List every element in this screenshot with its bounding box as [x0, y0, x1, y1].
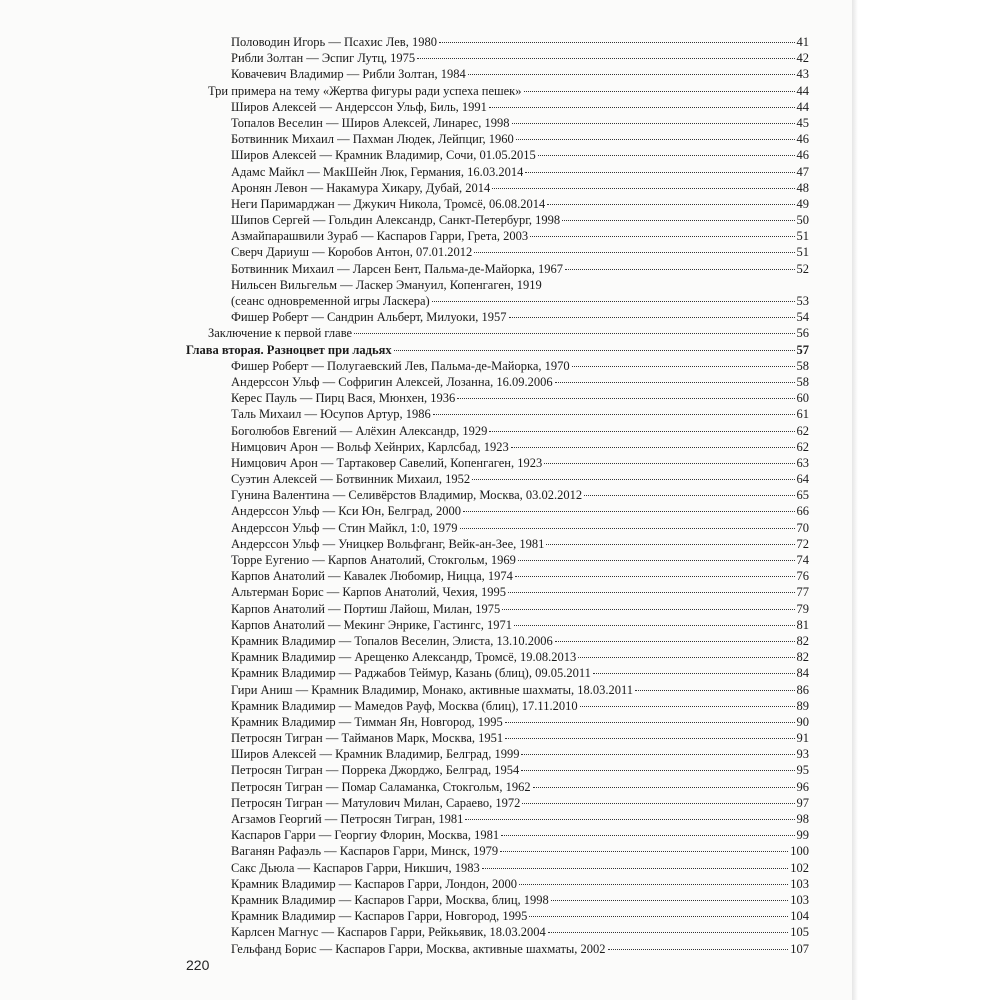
entry-page-number: 74	[796, 553, 809, 567]
dot-leader	[530, 236, 794, 237]
entry-page-number: 49	[796, 196, 809, 211]
dot-leader	[512, 123, 795, 124]
entry-title: Крамник Владимир — Каспаров Гарри, Новгород, 1995	[231, 909, 528, 924]
entry-title: Крамник Владимир — Каспаров Гарри, Москва, блиц, 1998	[231, 892, 549, 907]
entry-page-number: 98	[796, 812, 809, 826]
toc-entry	[186, 66, 809, 82]
entry-title: Нимцович Арон — Вольф Хейнрих, Карлсбад, 1923	[231, 439, 509, 454]
entry-page-number: 45	[796, 115, 809, 130]
entry-title: Фишер Роберт — Полугаевский Лев, Пальма-де-Майорка, 1970	[231, 358, 570, 373]
entry-page-number: 79	[796, 601, 809, 616]
dot-leader	[500, 851, 788, 852]
entry-title: Адамс Майкл — МакШейн Люк, Германия, 16.03.2014	[231, 164, 524, 179]
toc-entry	[186, 827, 809, 843]
toc-entry	[186, 730, 809, 746]
dot-leader	[465, 819, 794, 820]
entry-title: Андерссон Ульф — Стин Майкл, 1:0, 1979	[231, 520, 458, 535]
entry-title: Андерссон Ульф — Софригин Алексей, Лозанна, 16.09.2006	[231, 374, 553, 389]
entry-title: Рибли Золтан — Эспиг Лутц, 1975	[231, 51, 416, 66]
entry-title: Альтерман Борис — Карпов Анатолий, Чехия, 1995	[231, 585, 506, 600]
entry-title: Крамник Владимир — Раджабов Теймур, Казань (блиц), 09.05.2011	[231, 666, 591, 681]
toc-entry	[186, 390, 809, 406]
dot-leader	[472, 479, 794, 480]
entry-title: Крамник Владимир — Топалов Веселин, Элиста, 13.10.2006	[231, 633, 553, 648]
dot-leader	[572, 366, 795, 367]
dot-leader	[635, 690, 794, 691]
toc-entry	[186, 180, 809, 196]
toc-entry	[186, 244, 809, 260]
entry-page-number: 82	[796, 650, 809, 665]
dot-leader	[544, 463, 794, 464]
toc-entry	[186, 228, 809, 244]
entry-page-number: 90	[796, 714, 809, 729]
entry-page-number: 41	[796, 35, 809, 49]
toc-entry	[186, 779, 809, 795]
toc-entry	[186, 617, 809, 633]
entry-title: Крамник Владимир — Тимман Ян, Новгород, 1995	[231, 714, 503, 729]
entry-title: Суэтин Алексей — Ботвинник Михаил, 1952	[231, 472, 471, 487]
toc-entry	[186, 503, 809, 519]
toc-entry	[186, 665, 809, 681]
entry-page-number: 77	[796, 585, 809, 600]
entry-page-number: 46	[796, 148, 809, 163]
toc-entry	[186, 924, 809, 940]
entry-page-number: 62	[796, 423, 809, 438]
toc-entry	[186, 568, 809, 584]
entry-title: Топалов Веселин — Широв Алексей, Линарес, 1998	[231, 115, 510, 130]
entry-page-number: 66	[796, 504, 809, 519]
entry-title: Крамник Владимир — Мамедов Рауф, Москва (блиц), 17.11.2010	[231, 698, 578, 713]
dot-leader	[521, 754, 794, 755]
entry-page-number: 104	[790, 909, 809, 924]
toc-entry	[186, 795, 809, 811]
entry-title: Карлсен Магнус — Каспаров Гарри, Рейкьявик, 18.03.2004	[231, 925, 546, 940]
entry-title: Сакс Дьюла — Каспаров Гарри, Никшич, 1983	[231, 860, 480, 875]
entry-page-number: 89	[796, 698, 809, 713]
entry-page-number: 51	[796, 229, 809, 244]
toc-entry	[186, 601, 809, 617]
page-edge-shadow	[852, 0, 858, 1000]
entry-page-number: 56	[796, 326, 809, 341]
toc-entry	[186, 746, 809, 762]
entry-title: Заключение к первой главе	[208, 326, 353, 341]
dot-leader	[519, 884, 788, 885]
entry-page-number: 91	[796, 731, 809, 746]
entry-title: Агзамов Георгий — Петросян Тигран, 1981	[231, 812, 464, 826]
dot-leader	[417, 58, 794, 59]
entry-page-number: 84	[796, 666, 809, 681]
dot-leader	[482, 868, 789, 869]
entry-title: Ваганян Рафаэль — Каспаров Гарри, Минск, 1979	[231, 844, 499, 859]
dot-leader	[548, 932, 788, 933]
dot-leader	[524, 91, 795, 92]
dot-leader	[578, 657, 794, 658]
toc-entry	[186, 762, 809, 778]
dot-leader	[546, 544, 794, 545]
toc-entry	[186, 50, 809, 66]
entry-title: Азмайпарашвили Зураб — Каспаров Гарри, Грета, 2003	[231, 229, 529, 244]
entry-title: Андерссон Ульф — Уницкер Вольфганг, Вейк-ан-Зее, 1981	[231, 536, 545, 551]
toc-entry	[186, 309, 809, 325]
entry-title: Таль Михаил — Юсупов Артур, 1986	[231, 407, 431, 422]
toc-entry	[186, 423, 809, 439]
toc-entry	[186, 633, 809, 649]
dot-leader	[529, 916, 788, 917]
dot-leader	[521, 770, 794, 771]
dot-leader	[492, 188, 794, 189]
toc-entry	[186, 941, 809, 957]
toc-entry	[186, 908, 809, 924]
dot-leader	[525, 172, 794, 173]
dot-leader	[509, 317, 795, 318]
dot-leader	[489, 431, 794, 432]
entry-page-number: 46	[796, 132, 809, 147]
dot-leader	[468, 74, 795, 75]
toc-entry	[186, 649, 809, 665]
toc-entry	[186, 212, 809, 228]
entry-page-number: 62	[796, 439, 809, 454]
toc-entry	[186, 714, 809, 730]
toc-entry	[186, 455, 809, 471]
dot-leader	[580, 706, 795, 707]
entry-page-number: 105	[790, 925, 809, 940]
entry-title: Ковачевич Владимир — Рибли Золтан, 1984	[231, 67, 466, 82]
entry-title: Нимцович Арон — Тартаковер Савелий, Копенгаген, 1923	[231, 455, 543, 470]
entry-title: Гири Аниш — Крамник Владимир, Монако, активные шахматы, 18.03.2011	[231, 682, 634, 697]
entry-title: Крамник Владимир — Каспаров Гарри, Лондон, 2000	[231, 876, 517, 891]
dot-leader	[565, 269, 795, 270]
dot-leader	[502, 609, 794, 610]
entry-page-number: 107	[790, 941, 809, 956]
entry-title: Аронян Левон — Накамура Хикару, Дубай, 2014	[231, 180, 491, 195]
toc-entry	[186, 115, 809, 131]
entry-page-number: 42	[796, 51, 809, 66]
entry-page-number: 72	[796, 536, 809, 551]
dot-leader	[501, 835, 794, 836]
dot-leader	[533, 787, 795, 788]
dot-leader	[555, 382, 795, 383]
dot-leader	[505, 738, 794, 739]
toc-entry	[186, 843, 809, 859]
toc-entry	[186, 277, 809, 293]
dot-leader	[508, 592, 795, 593]
entry-page-number: 43	[796, 67, 809, 82]
dot-leader	[514, 625, 794, 626]
toc-entry	[186, 358, 809, 374]
entry-title: Широв Алексей — Крамник Владимир, Сочи, 01.05.2015	[231, 148, 536, 163]
dot-leader	[474, 252, 794, 253]
entry-title: Крамник Владимир — Арещенко Александр, Тромсё, 19.08.2013	[231, 650, 577, 665]
entry-page-number: 95	[796, 763, 809, 778]
dot-leader	[538, 155, 795, 156]
entry-title: Петросян Тигран — Помар Саламанка, Стокгольм, 1962	[231, 779, 531, 794]
toc-entry	[186, 892, 809, 908]
entry-page-number: 99	[796, 828, 809, 843]
entry-title: Петросян Тигран — Тайманов Марк, Москва, 1951	[231, 731, 504, 746]
entry-title: Карпов Анатолий — Мекинг Энрике, Гастингс, 1971	[231, 617, 513, 632]
entry-page-number: 61	[796, 407, 809, 422]
entry-title: Шипов Сергей — Гольдин Александр, Санкт-Петербург, 1998	[231, 213, 561, 228]
entry-page-number: 64	[796, 472, 809, 487]
entry-page-number: 76	[796, 569, 809, 584]
dot-leader	[584, 495, 794, 496]
entry-page-number: 100	[790, 844, 809, 859]
toc-entry	[186, 471, 809, 487]
entry-page-number: 81	[796, 617, 809, 632]
chapter-heading	[186, 342, 809, 358]
entry-title: Петросян Тигран — Поррека Джорджо, Белград, 1954	[231, 763, 520, 778]
entry-title: Широв Алексей — Крамник Владимир, Белград, 1999	[231, 747, 520, 762]
entry-title: Гельфанд Борис — Каспаров Гарри, Москва, активные шахматы, 2002	[231, 941, 606, 956]
entry-page-number: 65	[796, 488, 809, 503]
entry-title: Ботвинник Михаил — Ларсен Бент, Пальма-де-Майорка, 1967	[231, 261, 563, 276]
dot-leader	[522, 803, 794, 804]
entry-title: Карпов Анатолий — Кавалек Любомир, Ницца, 1974	[231, 569, 513, 584]
entry-title: Фишер Роберт — Сандрин Альберт, Милуоки, 1957	[231, 310, 507, 325]
dot-leader	[394, 350, 795, 351]
entry-title: Гунина Валентина — Селивёрстов Владимир, Москва, 03.02.2012	[231, 488, 583, 503]
toc-entry	[186, 406, 809, 422]
toc-entry	[186, 698, 809, 714]
dot-leader	[354, 333, 794, 334]
dot-leader	[516, 139, 795, 140]
entry-page-number: 86	[796, 682, 809, 697]
toc-entry	[186, 536, 809, 552]
entry-page-number: 93	[796, 747, 809, 762]
toc-entry	[186, 860, 809, 876]
entry-page-number: 51	[796, 245, 809, 260]
entry-title: Петросян Тигран — Матулович Милан, Сараево, 1972	[231, 795, 521, 810]
dot-leader	[463, 511, 795, 512]
entry-title: Ботвинник Михаил — Пахман Людек, Лейпциг, 1960	[231, 132, 514, 147]
entry-title: (сеанс одновременной игры Ласкера)	[231, 294, 430, 308]
entry-title: Нильсен Вильгельм — Ласкер Эмануил, Копенгаген, 1919	[231, 277, 542, 292]
toc-entry	[186, 374, 809, 390]
entry-page-number: 102	[790, 860, 809, 875]
toc-entry	[186, 487, 809, 503]
dot-leader	[547, 204, 794, 205]
entry-page-number: 44	[796, 83, 809, 98]
dot-leader	[608, 949, 789, 950]
entry-page-number: 58	[796, 374, 809, 389]
entry-title: Торре Еугенио — Карпов Анатолий, Стокгольм, 1969	[231, 553, 516, 567]
toc-entry	[186, 520, 809, 536]
toc-entry	[186, 439, 809, 455]
page-number: 220	[186, 957, 210, 973]
dot-leader	[432, 301, 795, 302]
entry-page-number: 54	[796, 310, 809, 325]
toc-entry	[186, 131, 809, 147]
toc-entry	[186, 811, 809, 827]
toc-entry	[186, 552, 809, 568]
entry-page-number: 96	[796, 779, 809, 794]
dot-leader	[551, 900, 788, 901]
dot-leader	[433, 414, 795, 415]
entry-page-number: 52	[796, 261, 809, 276]
table-of-contents	[186, 34, 809, 957]
entry-title: Глава вторая. Разноцвет при ладьях	[186, 342, 392, 357]
entry-title: Сверч Дариуш — Коробов Антон, 07.01.2012	[231, 245, 473, 260]
dot-leader	[460, 528, 795, 529]
dot-leader	[457, 398, 794, 399]
dot-leader	[511, 447, 795, 448]
dot-leader	[515, 576, 795, 577]
dot-leader	[593, 673, 795, 674]
entry-page-number: 50	[796, 213, 809, 228]
entry-page-number: 47	[796, 164, 809, 179]
entry-title: Широв Алексей — Андерссон Ульф, Биль, 1991	[231, 99, 487, 114]
entry-page-number: 44	[796, 99, 809, 114]
toc-entry	[186, 34, 809, 50]
entry-page-number: 63	[796, 455, 809, 470]
section-entry	[186, 325, 809, 341]
toc-entry	[186, 147, 809, 163]
dot-leader	[555, 641, 795, 642]
entry-page-number: 48	[796, 180, 809, 195]
entry-page-number: 60	[796, 391, 809, 406]
toc-entry	[186, 584, 809, 600]
entry-title: Андерссон Ульф — Кси Юн, Белград, 2000	[231, 504, 461, 519]
entry-page-number: 58	[796, 358, 809, 373]
dot-leader	[562, 220, 794, 221]
toc-entry	[186, 876, 809, 892]
entry-title: Три примера на тему «Жертва фигуры ради успеха пешек»	[208, 83, 522, 98]
entry-title: Боголюбов Евгений — Алёхин Александр, 1929	[231, 423, 488, 438]
entry-title: Керес Пауль — Пирц Вася, Мюнхен, 1936	[231, 391, 456, 406]
toc-entry	[186, 196, 809, 212]
entry-title: Карпов Анатолий — Портиш Лайош, Милан, 1975	[231, 601, 501, 616]
dot-leader	[518, 560, 795, 561]
dot-leader	[489, 107, 795, 108]
section-entry	[186, 83, 809, 99]
toc-entry	[186, 99, 809, 115]
entry-page-number: 103	[790, 876, 809, 891]
entry-title: Неги Паримарджан — Джукич Никола, Тромсё, 06.08.2014	[231, 196, 546, 211]
toc-entry	[186, 682, 809, 698]
toc-entry	[186, 293, 809, 309]
entry-page-number: 53	[796, 294, 809, 308]
entry-title: Каспаров Гарри — Георгиу Флорин, Москва, 1981	[231, 828, 500, 843]
entry-title: Половодин Игорь — Псахис Лев, 1980	[231, 35, 437, 49]
entry-page-number: 57	[796, 342, 809, 357]
toc-entry	[186, 164, 809, 180]
entry-page-number: 82	[796, 633, 809, 648]
entry-page-number: 103	[790, 892, 809, 907]
dot-leader	[505, 722, 795, 723]
dot-leader	[439, 42, 795, 43]
entry-page-number: 70	[796, 520, 809, 535]
toc-entry	[186, 261, 809, 277]
entry-page-number: 97	[796, 795, 809, 810]
